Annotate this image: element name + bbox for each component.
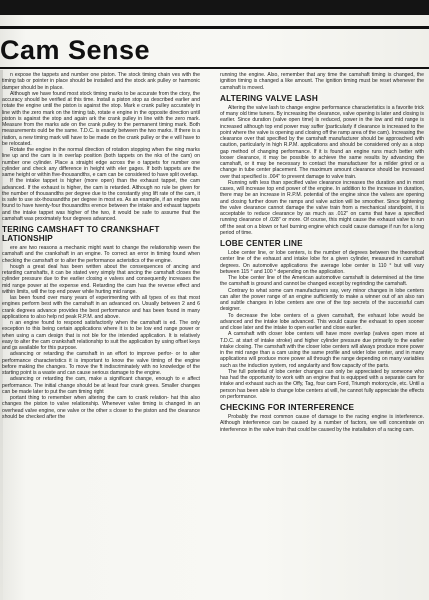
paragraph: Although we have found most stock timing marks to be accurate from the ctory, the accuracy should be verified at this time. Install a piston stop as described earlier and rotate the engine until the piston is against the stop. Mark e crank pulley accurately in line with the zero mark on the timing tab, rotate e engine in the opposite direction until piston is against the stop and again ark the crank pulley in line with the zero mark. Measure from the marks ade on the crank pulley to the permanent timing mark. Both measurements ould be the same. T.D.C. is exactly between the two marks. If there is a riation, a new timing mark will have to be made on the crank pulley or the e will have to be relocated.	[2, 90, 200, 147]
paragraph: The lobe center line of the American automotive camshaft is determined at the time the camshaft is ground and cannot be changed except by regrinding the camshaft.	[220, 275, 424, 288]
paragraph: advancing or retarding the cam, make a significant change, enough to e affect performance. The initial change should be at least four crank grees. Smaller changes can be made later to put the cam timing right	[2, 376, 200, 395]
section-heading: ALTERING VALVE LASH	[220, 93, 318, 103]
paragraph: The full potential of lobe center changes can only be appreciated by someone who has had the opportunity to work with an engine that is equipped with a separate cam for intake and exhaust such as the Offy, Tag, four cam Ford, Triumph motorcycle, etc. Until a person has been able to change lobe centers at will, he cannot fully appreciate the effects on performance.	[220, 368, 424, 400]
paragraph: Probably the most common cause of damage to the racing engine is interference. Although interference can be caused by a number of factors, we will concentrate on interference in the valve train that could be caused by the installation of a racing cam.	[220, 414, 424, 433]
paragraph: n an engine found to respond satisfactorily when the camshaft is ed. The only exception to this being certain applications where it is to be low end range power or when using a cam design that is not ble for the intended application. It is relatively easy to alter the cam crankshaft relationship to suit the application by using offset keys and gs available for this purpose.	[2, 320, 200, 351]
paragraph: Contrary to what some cam manufacturers say, very minor changes in lobe centers can alter the power range of an engine sufficiently to make a winner out of an also ran and subtle changes in lobe centers are one of the top secrets of the successful cam designer.	[220, 287, 424, 313]
paragraph: Lobe center line, or lobe centers, is the number of degrees between the theoretical center line of the exhaust and intake lobe for a given cylinder, measured in camshaft degrees. On automotive applications the average lobe center is 110 ° but will vary between 115 ° and 100 ° depending on the application.	[220, 250, 424, 275]
section-heading: TERING CAMSHAFT TO CRANKSHAFT LATIONSHIP	[2, 225, 160, 243]
section-heading: CHECKING FOR INTERFERENCE	[220, 403, 355, 412]
header-rule-bottom	[0, 67, 429, 69]
paragraph: To decrease the lobe centers of a given camshaft, the exhaust lobe would be advanced and the intake lobe advanced. This would cause the exhaust to open sooner and close later and the intake to open earlier and close earlier.	[220, 312, 424, 331]
paragraph: If the intake tappet is higher (more open) than the exhaust tappet, the cam advanced. If the exhaust is higher, the cam is retarded. Although no rule be given for the number of thousandths per degree due to the constantly ying lift rate of the cam, it is safe to use six-thousandths per degree in most es. As an example, if an engine was found to have twenty-four thousandths erence between the intake and exhaust tappets and the intake tappet was higher of the two, it would be safe to assume that the camshaft was proximately four degrees advanced.	[2, 178, 200, 222]
paragraph: Rotate the engine in the normal direction of rotation stopping when the ning marks line up and the cam is in overlap position (both tappets on the nks of the cam) on number one cylinder. Place a straight edge across the o tappets for number one cylinder and check any difference in height with eler gages. If both tappets are the same height or within five-thousandths, e cam can be considered to have split overlap.	[2, 147, 200, 178]
paragraph: A camshaft with closer lobe centers will have more overlap (valves open more at T.D.C. at start of intake stroke) and higher cylinder pressure due primarily to the earlier intake closing. The camshaft with the closer lobe centers will always produce more power in the mid range than a cam using the same profile and wider lobe center, and in many applications will produce more power all through the range depending on many variables such as the induction system, rod angularity and flow capacity of the parts.	[220, 331, 424, 369]
paragraph: Running with less than specified valve clearance increases the duration and in most cases, will increase top end power of the engine. In addition to the increase in duration, there may be an increase in R.P.M. potential of the engine since the valves are opening and closing further down the ramps and valve action will be smoother. Since tightening the valve clearance cannot damage the valve train from a mechanical standpoint, it is acceptable to reduce clearance by as much as .012" on cams that have a specified running clearance of .028" or more. Of course, this might cause the exhaust valve to run off the seat on a blown or fuel burning engine which could cause damage if run for a long period of time.	[220, 179, 424, 236]
paragraph: running the engine. Also, remember that any time the camshaft timing is changed, the ignition timing is changed a like amount. The ignition timing must be reset whenever the camshaft is moved.	[220, 72, 424, 91]
paragraph: portant thing to remember when altering the cam to crank relation- hat this also changes the piston to valve relationship. Whenever valve timing is changed in an overhead valve engine, one valve or the other s closer to the piston and the clearance should be checked after the	[2, 395, 200, 420]
paragraph: las been found over many years of experimenting with all types of es that most engines perform best with the camshaft in an advanced on. Usually between 2 and 6 crank degrees advance provides the best performance and has been found in many applications to also help nd peak R.P.M. and above.	[2, 295, 200, 320]
page-title: Cam Sense	[0, 35, 151, 65]
top-dark-band	[0, 0, 429, 15]
paragraph: hough a great deal has been written about the consequences of ancing and retarding camshafts, it can be stated very simply that ancing the camshaft closes the cylinder pressure due to the earlier closing e valves and consequently increases the mid range power at the expense end. Retarding the cam has the reverse effect and within limits, will the top end power while hurting mid range.	[2, 263, 200, 295]
paragraph: n expose the tappets and number one piston. The stock timing chain ves with the timing tab or pointer in place should be installed and the stock ank pulley or harmonic damper should be in place.	[2, 72, 200, 91]
section-heading: LOBE CENTER LINE	[220, 239, 303, 248]
paragraph: advancing or retarding the camshaft in an effort to improve perfor- or to alter performance characteristics it is important to know the valve timing of the engine before making the changes. To move the ft indiscriminately with no knowledge of the starting point is a waste and can cause serious damage to the engine.	[2, 351, 200, 376]
paragraph: Altering the valve lash to change engine performance characteristics is a favorite trick of many old time tuners. By increasing the clearance, valve opening is later and closing is earlier. Since duration (valve open time) is reduced, power in the low and mid range is increased although top end power may suffer (particularly if clearance is increased to the point where the valve is opening and closing off the ramp area of the cam). Increasing the clearance over that specified by the camshaft manufacturer should be approached with caution, particularly in high R.P.M. applications and should be considered only as a stop gap method of changing performance. If it is found an engine runs much better with looser clearance, it may be possible to achieve the same results by advancing the camshaft, or it may be necessary to contact the manufacturer for a milder grind or a change in tube center placement. The maximum amount clearance should be increased over that specified is .004" to prevent damage to valve train.	[220, 104, 424, 180]
right-column	[220, 72, 424, 596]
paragraph: ere are two reasons a mechanic might want to change the relationship ween the camshaft and the crankshaft in an engine. To correct an error in timing found when checking the camshaft or to alter the performance acteristics of the engine.	[2, 245, 200, 264]
header-rule-top	[0, 26, 429, 29]
left-column	[2, 72, 200, 596]
